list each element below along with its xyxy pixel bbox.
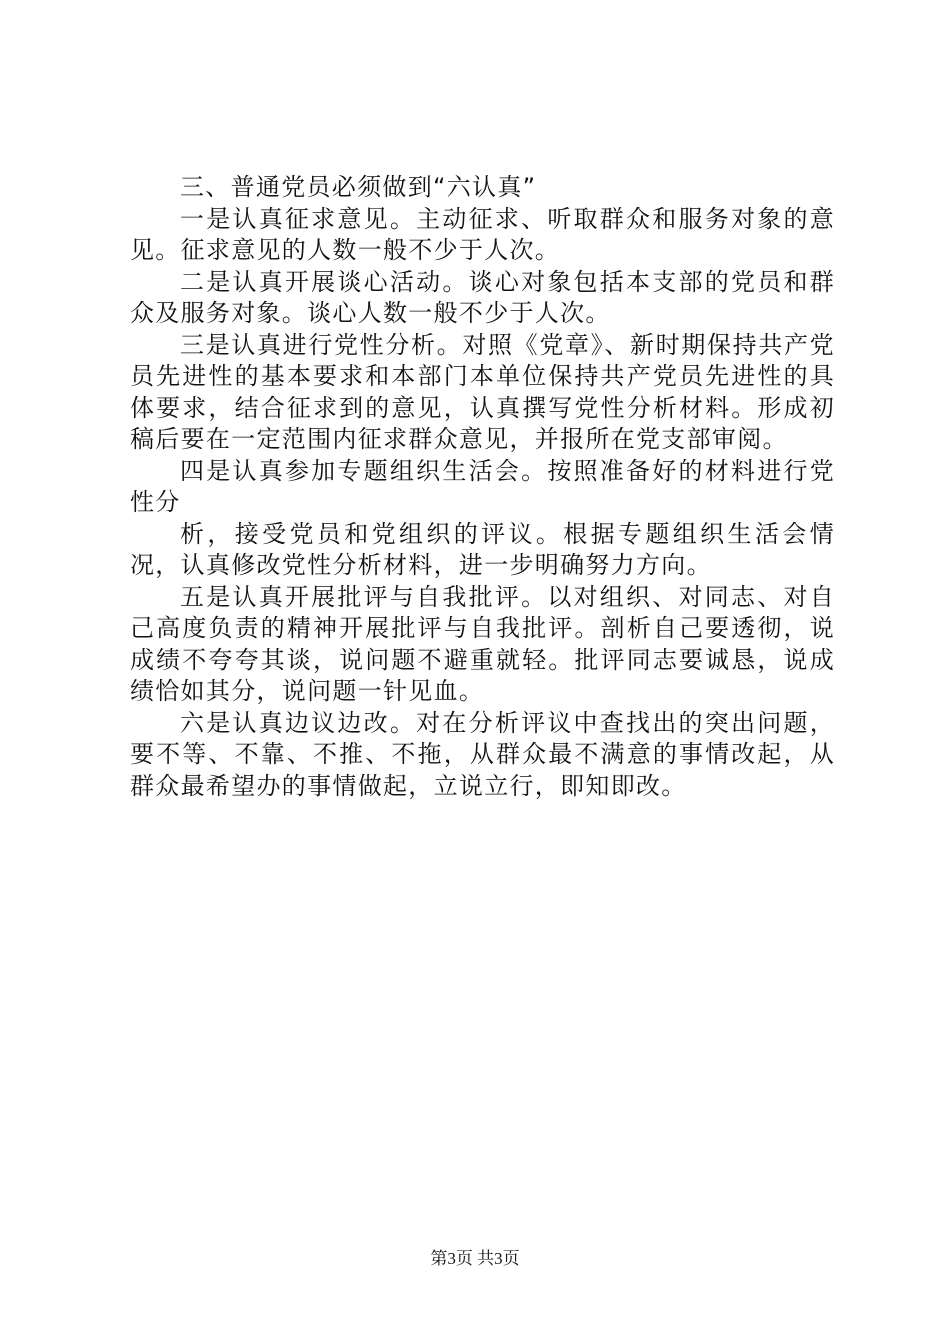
- paragraph-item-6: 六是认真边议边改。对在分析评议中查找出的突出问题，要不等、不靠、不推、不拖，从群众最不满意的事情改起，从群众最希望办的事情做起，立说立行，即知即改。: [130, 708, 835, 800]
- paragraph-item-1: 一是认真征求意见。主动征求、听取群众和服务对象的意见。征求意见的人数一般不少于人次。: [130, 204, 835, 264]
- paragraph-item-4-continued: 析，接受党员和党组织的评议。根据专题组织生活会情况，认真修改党性分析材料，进一步明确努力方向。: [130, 519, 835, 579]
- section-heading: 三、普通党员必须做到“六认真”: [180, 173, 537, 201]
- paragraph-item-4: 四是认真参加专题组织生活会。按照准备好的材料进行党性分: [130, 456, 835, 516]
- paragraph-item-5: 五是认真开展批评与自我批评。以对组织、对同志、对自己高度负责的精神开展批评与自我批评。剖析自己要透彻，说成绩不夸夸其谈，说问题不避重就轻。批评同志要诚恳，说成绩恰如其分，说问题一针见血。: [130, 582, 835, 705]
- paragraph-item-3: 三是认真进行党性分析。对照《党章》、新时期保持共产党员先进性的基本要求和本部门本单位保持共产党员先进性的具体要求，结合征求到的意见，认真撰写党性分析材料。形成初稿后要在一定范围内征求群众意见，并报所在党支部审阅。: [130, 330, 835, 453]
- page-number-footer: 第3页 共3页: [430, 1249, 520, 1268]
- document-body: [130, 172, 835, 802]
- paragraph-item-2: 二是认真开展谈心活动。谈心对象包括本支部的党员和群众及服务对象。谈心人数一般不少于人次。: [130, 267, 835, 327]
